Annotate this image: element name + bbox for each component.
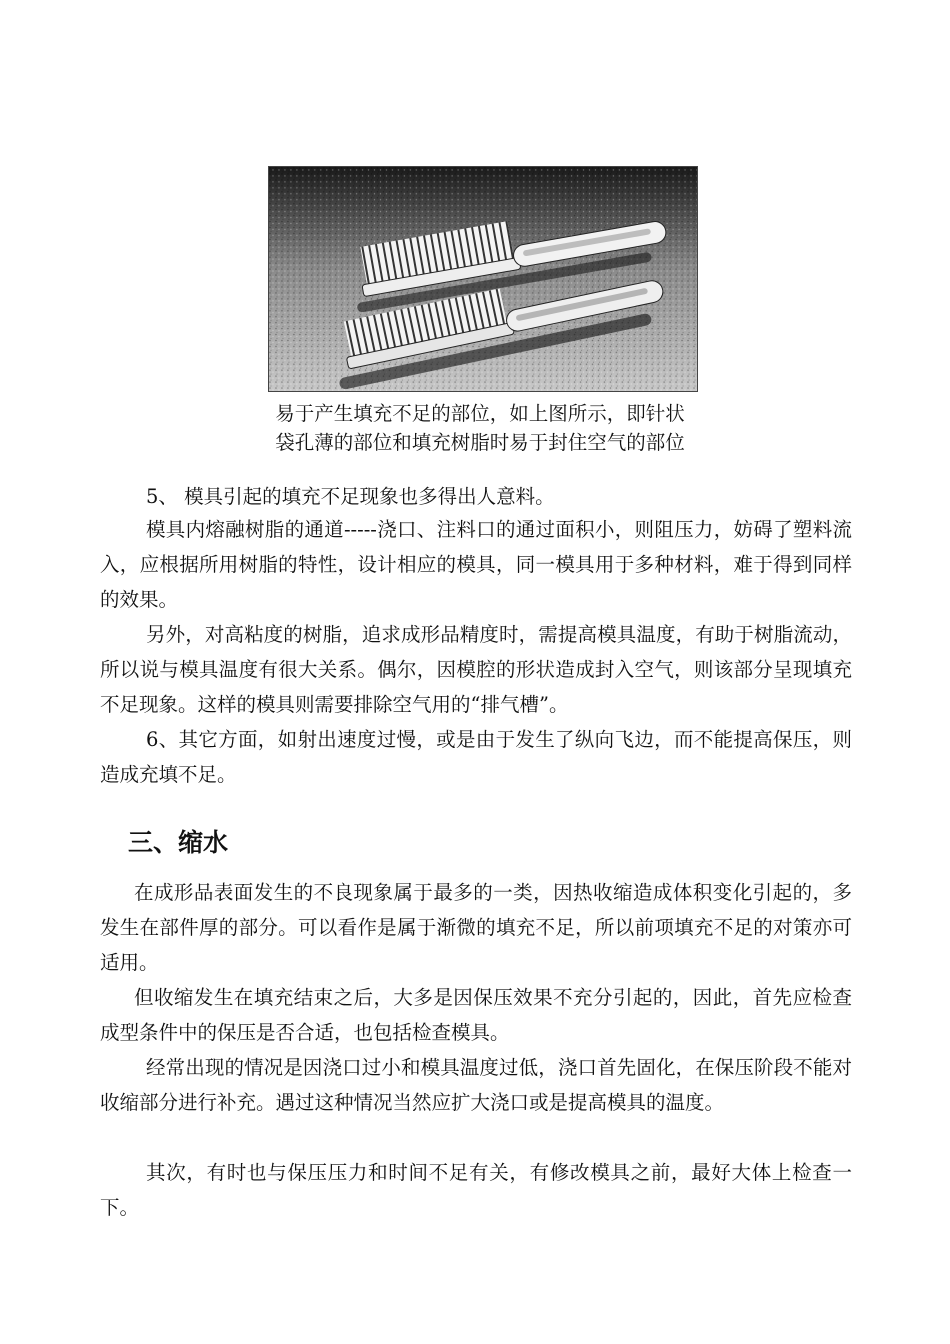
list-item-6: 6、其它方面，如射出速度过慢，或是由于发生了纵向飞边，而不能提高保压，则造成充填不足。 [100,728,852,786]
paragraph-shrink-intro: 在成形品表面发生的不良现象属于最多的一类，因热收缩造成体积变化引起的，多发生在部件厚的部分。可以看作是属于渐微的填充不足，所以前项填充不足的对策亦可适用。 [100,881,852,974]
comb-photo [268,166,698,392]
paragraph-hold-pressure: 但收缩发生在填充结束之后，大多是因保压效果不充分引起的，因此，首先应检查成型条件中的保压是否合适，也包括检查模具。 [100,986,852,1044]
paragraph-check-mold: 其次，有时也与保压压力和时间不足有关，有修改模具之前，最好大体上检查一下。 [100,1161,852,1219]
paragraph-gate-size: 经常出现的情况是因浇口过小和模具温度过低，浇口首先固化，在保压阶段不能对收缩部分进行补充。遇过这种情况当然应扩大浇口或是提高模具的温度。 [100,1056,852,1114]
paragraph-viscosity: 另外，对高粘度的树脂，追求成形品精度时，需提高模具温度，有助于树脂流动，所以说与模具温度有很大关系。偶尔，因模腔的形状造成封入空气，则该部分呈现填充不足现象。这样的模具则需要排除空气用的“排气槽”。 [100,623,852,716]
comb-photo-icon [269,167,697,391]
paragraph-gate: 模具内熔融树脂的通道-----浇口、注料口的通过面积小，则阻压力，妨碍了塑料流入，应根据所用树脂的特性，设计相应的模具，同一模具用于多种材料，难于得到同样的效果。 [100,518,852,611]
section-heading: 三、缩水 [128,828,229,857]
list-item-5: 5、 模具引起的填充不足现象也多得出人意料。 [146,485,555,508]
figure-caption-line-2: 袋孔薄的部位和填充树脂时易于封住空气的部位 [275,431,685,454]
figure-caption-line-1: 易于产生填充不足的部位，如上图所示，即针状 [275,402,685,425]
